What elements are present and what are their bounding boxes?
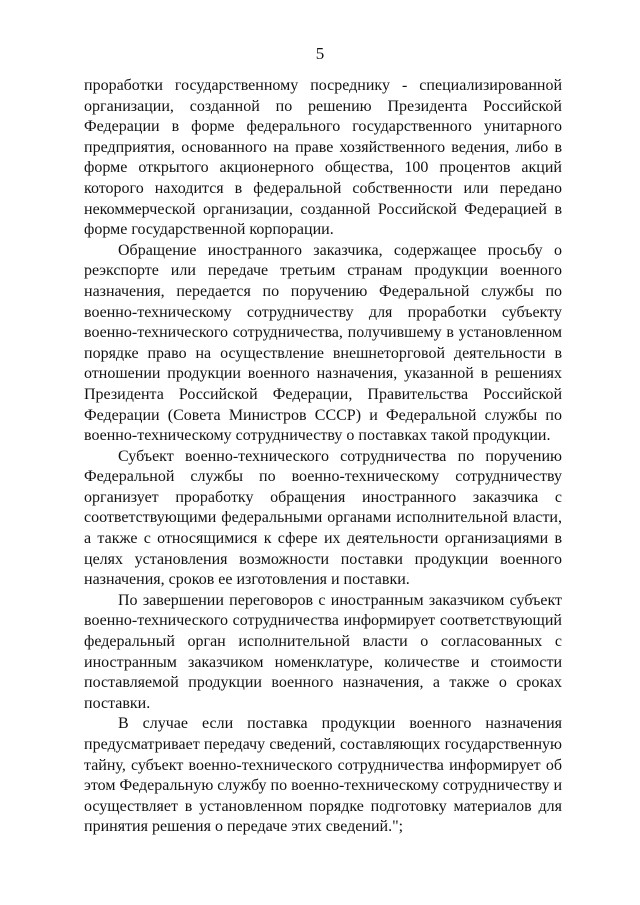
- text-line: Президента Российской Федерации, Правительства Российской: [84, 385, 562, 403]
- text-line: назначения, передается по поручению Федеральной службы по: [84, 282, 562, 300]
- paragraph: [84, 241, 562, 447]
- text-line: а также с относящимися к сфере их деятельности организациями в: [84, 530, 562, 548]
- text-line: Обращение иностранного заказчика, содержащее просьбу о: [118, 241, 562, 259]
- text-line: которого находится в федеральной собственности или передано: [84, 179, 562, 197]
- text-line: этом Федеральную службу по военно-техническому сотрудничеству и: [84, 777, 563, 795]
- paragraph: [84, 76, 562, 241]
- text-line: организации, созданной по решению Президента Российской: [84, 97, 562, 115]
- text-line: поставки.: [84, 694, 151, 712]
- text-line: реэкспорте или передаче третьим странам продукции военного: [84, 262, 562, 280]
- text-line: По завершении переговоров с иностранным заказчиком субъект: [118, 591, 562, 609]
- text-line: целях установления возможности поставки продукции военного: [84, 550, 562, 568]
- text-line: поставляемой продукции военного назначения, а также о сроках: [84, 674, 562, 692]
- text-line: Федерации в форме федерального государственного унитарного: [84, 118, 562, 136]
- text-line: предприятия, основанного на праве хозяйственного ведения, либо в: [84, 138, 562, 156]
- text-line: некоммерческой организации, созданной Российской Федерацией в: [84, 200, 562, 218]
- text-line: тайну, субъект военно-технического сотрудничества информирует об: [84, 756, 562, 774]
- paragraph: [84, 591, 562, 715]
- page-number: 5: [315, 44, 325, 63]
- text-line: иностранным заказчиком номенклатуре, количестве и стоимости: [84, 653, 562, 671]
- paragraph: [84, 714, 562, 838]
- text-line: военно-технического сотрудничества, получившему в установленном: [84, 324, 562, 342]
- text-line: соответствующими федеральными органами исполнительной власти,: [84, 509, 562, 527]
- text-line: военно-техническому сотрудничеству для проработки субъекту: [84, 303, 562, 321]
- text-line: порядке право на осуществление внешнеторговой деятельности в: [84, 344, 562, 362]
- text-line: форме открытого акционерного общества, 100 процентов акций: [84, 159, 562, 177]
- paragraph: [84, 447, 562, 591]
- text-line: осуществляет в установленном порядке подготовку материалов для: [84, 797, 562, 815]
- text-line: Федеральной службы по военно-техническому сотрудничеству: [84, 468, 562, 486]
- document-body: [84, 76, 562, 838]
- text-line: военно-технического сотрудничества информирует соответствующий: [84, 612, 562, 630]
- text-line: отношении продукции военного назначения, указанной в решениях: [84, 365, 562, 383]
- text-line: проработки государственному посреднику - специализированной: [84, 77, 562, 94]
- text-line: назначения, сроков ее изготовления и поставки.: [84, 571, 410, 589]
- text-line: предусматривает передачу сведений, составляющих государственную: [84, 736, 562, 753]
- text-line: организует проработку обращения иностранного заказчика с: [84, 488, 562, 506]
- text-line: федеральный орган исполнительной власти о согласованных с: [84, 633, 562, 651]
- text-line: форме государственной корпорации.: [84, 221, 334, 239]
- text-line: Федерации (Совета Министров СССР) и Федеральной службы по: [84, 406, 562, 424]
- text-line: В случае если поставка продукции военного назначения: [118, 715, 562, 733]
- text-line: Субъект военно-технического сотрудничества по поручению: [118, 447, 562, 465]
- text-line: военно-техническому сотрудничеству о поставках такой продукции.: [84, 427, 551, 445]
- text-line: принятия решения о передаче этих сведений.";: [84, 818, 404, 836]
